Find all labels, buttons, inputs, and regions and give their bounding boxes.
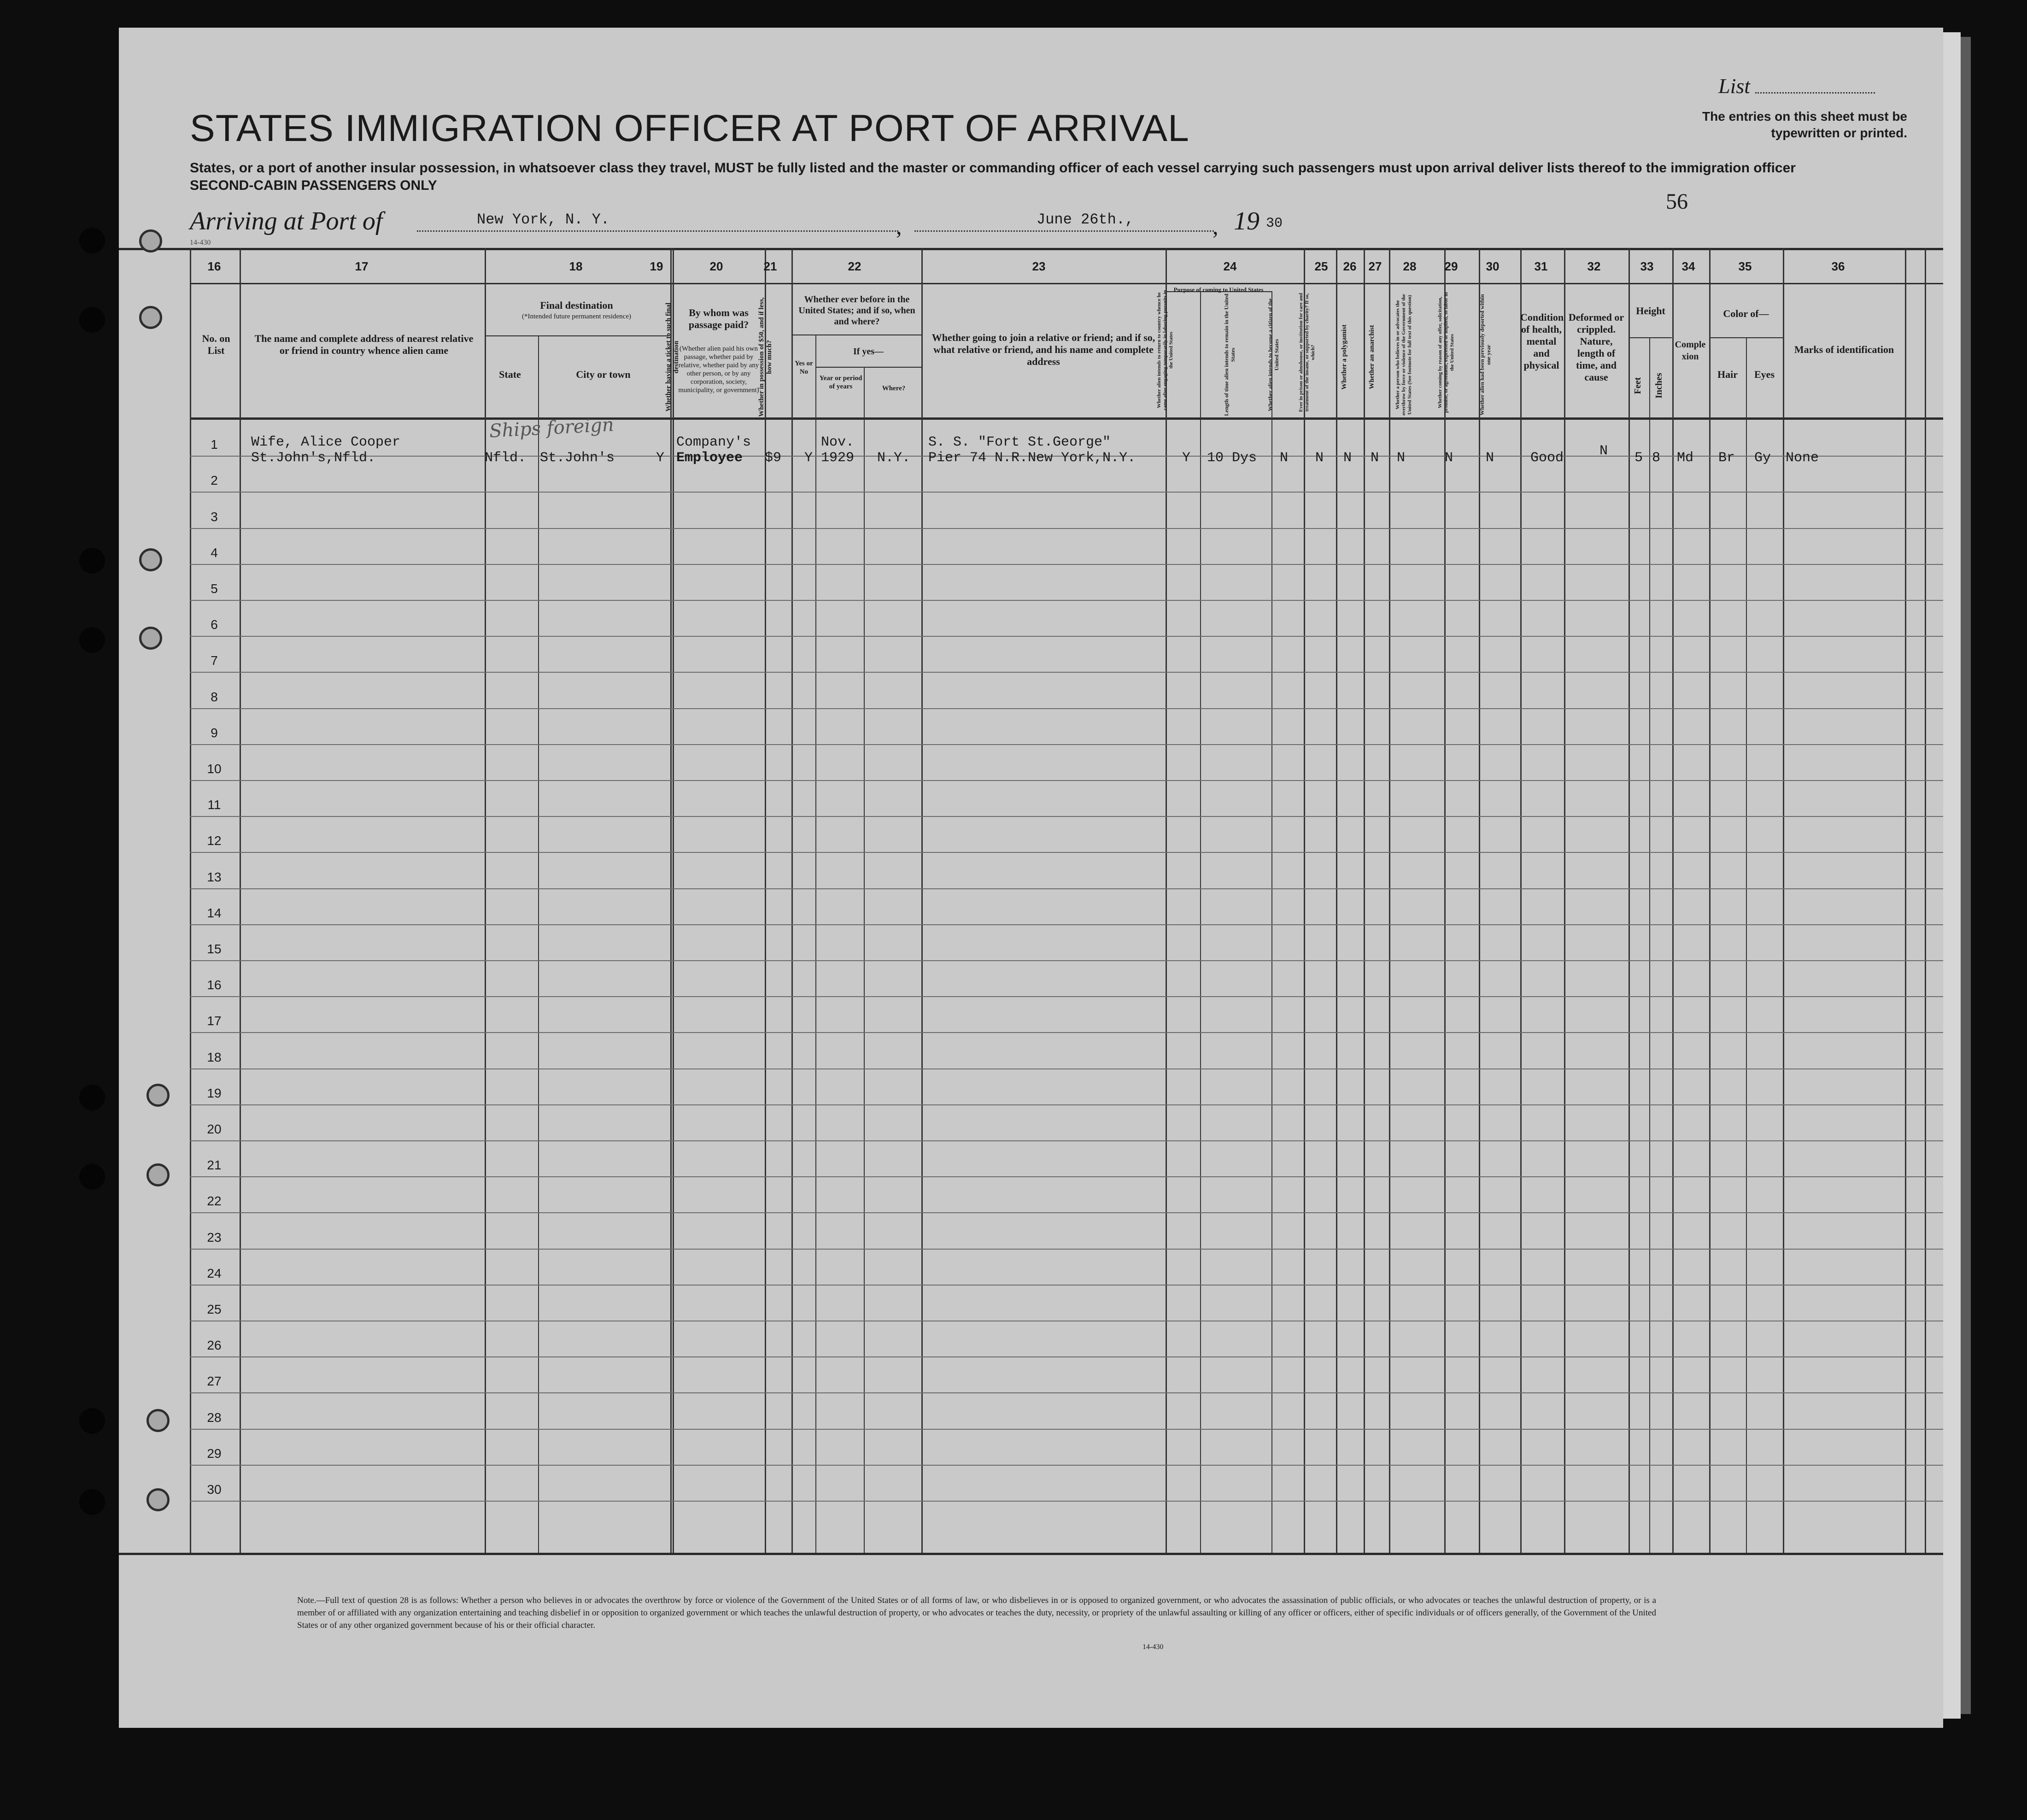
column-number-16: 16 bbox=[207, 259, 221, 273]
passage-paid-header: By whom was passage paid? bbox=[688, 307, 749, 330]
row-rule bbox=[190, 816, 1943, 817]
row-rule bbox=[190, 492, 1943, 493]
deported-header: Whether alien had been previously deported within one year bbox=[1479, 294, 1492, 416]
row-rule bbox=[190, 1501, 1943, 1502]
port-comma: , bbox=[896, 213, 902, 239]
typewritten-notice: The entries on this sheet must be typewritten or printed. bbox=[1702, 109, 1907, 140]
column-rule bbox=[1649, 337, 1650, 1553]
citizen-header: Whether alien intends to become a citizen of the United States bbox=[1267, 298, 1280, 411]
row-rule bbox=[190, 1356, 1943, 1357]
column-number-21: 21 bbox=[763, 259, 777, 273]
page-edge bbox=[1943, 32, 1961, 1719]
row-number: 13 bbox=[207, 870, 222, 884]
row-rule bbox=[190, 636, 1943, 637]
row-number: 2 bbox=[211, 473, 218, 487]
sheet-number: 56 bbox=[1666, 189, 1688, 214]
row-number: 11 bbox=[207, 798, 221, 812]
relative-line2: St.John's,Nfld. bbox=[251, 450, 376, 466]
row-rule bbox=[190, 1285, 1943, 1286]
row-rule bbox=[190, 1392, 1943, 1393]
footnote-form-code: 14-430 bbox=[1142, 1643, 1164, 1651]
row-number: 1 bbox=[211, 437, 218, 452]
port-line bbox=[417, 230, 898, 232]
row-rule bbox=[190, 888, 1943, 889]
row-number: 14 bbox=[207, 906, 222, 920]
row-rule bbox=[190, 744, 1943, 745]
year-prefix: 19 bbox=[1234, 207, 1260, 235]
anarchist-header: Whether an anarchist bbox=[1368, 325, 1376, 389]
feet-header: Feet bbox=[1633, 377, 1643, 394]
state-header: State bbox=[499, 369, 521, 380]
row-rule bbox=[190, 1249, 1943, 1250]
where-header: Where? bbox=[882, 385, 906, 392]
year-period-header: Year or period of years bbox=[819, 375, 862, 390]
column-number-32: 32 bbox=[1587, 259, 1601, 273]
column-number-18: 18 bbox=[569, 259, 583, 273]
row-rule bbox=[190, 708, 1943, 709]
state-value: Nfld. bbox=[485, 450, 527, 466]
relative-header: The name and complete address of nearest relative or friend in country whence alien came bbox=[254, 333, 474, 356]
row-rule bbox=[190, 1140, 1943, 1141]
row-number: 28 bbox=[207, 1410, 222, 1425]
purpose-header: Purpose of coming to United States bbox=[1173, 286, 1264, 293]
table-bottom-rule bbox=[119, 1553, 1943, 1555]
column-number-27: 27 bbox=[1368, 259, 1382, 273]
row-number: 20 bbox=[207, 1122, 222, 1136]
final-destination-subrule bbox=[485, 335, 668, 336]
row-number: 6 bbox=[211, 617, 218, 632]
row-rule bbox=[190, 600, 1943, 601]
length-header: Length of time alien intends to remain in the United States bbox=[1223, 294, 1236, 416]
binder-ring bbox=[139, 627, 162, 650]
row-rule bbox=[190, 960, 1943, 961]
binder-hole bbox=[79, 627, 105, 653]
year-suffix: 30 bbox=[1266, 216, 1283, 231]
column-number-33: 33 bbox=[1640, 259, 1654, 273]
arriving-label: Arriving at Port of bbox=[190, 207, 383, 235]
row-number: 17 bbox=[207, 1014, 222, 1028]
page-subtitle: States, or a port of another insular possession, in whatsoever class they travel, MUST be fully listed and the master or commanding officer of each vessel carrying such passengers must upon arrival deliver lists thereof to the immigration officer bbox=[190, 160, 1796, 176]
row-rule bbox=[190, 1176, 1943, 1177]
row-rule bbox=[190, 564, 1943, 565]
binder-hole bbox=[79, 548, 105, 574]
column-rule bbox=[1200, 291, 1201, 1553]
complexion-value: Md bbox=[1677, 450, 1694, 466]
binder-hole bbox=[79, 1085, 105, 1110]
city-value: St.John's bbox=[540, 450, 615, 466]
relative-line1: Wife, Alice Cooper bbox=[251, 434, 401, 450]
hair-value: Br bbox=[1718, 450, 1735, 466]
binder-ring bbox=[139, 548, 162, 571]
prison-header: Ever in prison or almshouse, or institution for care and treatment of the insane, or supported by charity? If so, which? bbox=[1298, 293, 1316, 412]
height-subrule bbox=[1629, 337, 1672, 338]
final-destination-header: Final destination bbox=[540, 299, 613, 311]
row-number: 30 bbox=[207, 1482, 222, 1497]
binder-ring bbox=[146, 1163, 170, 1186]
deported-value: N bbox=[1486, 450, 1494, 466]
column-number-26: 26 bbox=[1343, 259, 1357, 273]
row-rule bbox=[190, 528, 1943, 529]
feet-value: 5 bbox=[1634, 450, 1643, 466]
anarchist-value: N bbox=[1371, 450, 1379, 466]
overthrow-value: N bbox=[1397, 450, 1406, 466]
table-top-rule bbox=[119, 248, 1943, 250]
before-us-header: Whether ever before in the United States; and if so, when and where? bbox=[798, 294, 915, 327]
binder-ring bbox=[146, 1084, 170, 1107]
marks-header: Marks of identification bbox=[1794, 344, 1894, 355]
row-rule bbox=[190, 672, 1943, 673]
row-number: 22 bbox=[207, 1194, 222, 1208]
inches-value: 8 bbox=[1652, 450, 1661, 466]
row-rule bbox=[190, 1032, 1943, 1033]
complexion-header: Complexion bbox=[1675, 340, 1706, 362]
passenger-class-label: SECOND-CABIN PASSENGERS ONLY bbox=[190, 178, 437, 193]
row-number: 26 bbox=[207, 1338, 222, 1352]
before-value: Y bbox=[804, 450, 813, 466]
marks-value: None bbox=[1786, 450, 1819, 466]
handwritten-note: Ships foreign bbox=[488, 414, 615, 442]
row-number: 15 bbox=[207, 942, 222, 956]
binder-hole bbox=[79, 1408, 105, 1434]
row-number: 3 bbox=[211, 510, 218, 524]
row-number: 21 bbox=[207, 1158, 222, 1172]
offer-value: N bbox=[1445, 450, 1453, 466]
row-number: 7 bbox=[211, 653, 218, 668]
final-destination-note: (*Intended future permanent residence) bbox=[522, 313, 631, 320]
footnote: Note.—Full text of question 28 is as follows: Whether a person who believes in or advocates the overthrow by force or violence of the Government of the United States or of all forms of law, or who disbelieves in or is opposed to organized government, or who advocates the assassination of public officials, or who advocates or teaches the unlawful destruction of property, or is a member of or affiliated with any organization entertaining and teaching disbelief in or opposition to organized government or which teaches the unlawful destruction of property, or who advocates or teaches the duty, necessity, or propriety of the unlawful assaulting or killing of any officer or officers, either of specific individuals or of officers generally, of the Government of the United States or of any other organized government because of his or their official character. bbox=[297, 1596, 1656, 1630]
row-rule bbox=[190, 852, 1943, 853]
date-comma: , bbox=[1213, 213, 1219, 239]
row-number: 5 bbox=[211, 581, 218, 596]
column-number-rule bbox=[190, 283, 1943, 284]
money-value: $9 bbox=[765, 450, 782, 466]
length-value: 10 Dys bbox=[1207, 450, 1257, 466]
eyes-header: Eyes bbox=[1754, 369, 1775, 380]
city-header: City or town bbox=[576, 369, 631, 380]
page-title: STATES IMMIGRATION OFFICER AT PORT OF ARRIVAL bbox=[190, 107, 1189, 149]
labor-offer-header: Whether coming by reason of any offer, solicitation, promise, or agreement, expressed or implied, to labor in the United States bbox=[1437, 292, 1455, 413]
year-line2: 1929 bbox=[821, 450, 855, 466]
column-number-19: 19 bbox=[650, 259, 663, 273]
eyes-value: Gy bbox=[1754, 450, 1771, 466]
passage-paid-note: (Whether alien paid his own passage, whether paid by relative, whether paid by any other person, or by any corporation, society, municipality, or government) bbox=[678, 345, 759, 394]
binder-hole bbox=[79, 1489, 105, 1515]
column-number-17: 17 bbox=[355, 259, 369, 273]
column-number-35: 35 bbox=[1738, 259, 1752, 273]
overthrow-header: Whether a person who believes in or advocates the overthrow by force or violence of the Government of the United States (See footnote for full text of this question) bbox=[1395, 294, 1412, 416]
row-number: 19 bbox=[207, 1086, 222, 1100]
row-rule bbox=[190, 1429, 1943, 1430]
column-number-29: 29 bbox=[1444, 259, 1458, 273]
binder-hole bbox=[79, 307, 105, 333]
row-rule bbox=[190, 1104, 1943, 1105]
row-number: 23 bbox=[207, 1230, 222, 1245]
row-rule bbox=[190, 924, 1943, 925]
hair-header: Hair bbox=[1717, 369, 1738, 380]
column-number-36: 36 bbox=[1831, 259, 1845, 273]
return-value: Y bbox=[1182, 450, 1191, 466]
where-value: N.Y. bbox=[877, 450, 911, 466]
row-number: 25 bbox=[207, 1302, 222, 1316]
year-line1: Nov. bbox=[821, 434, 855, 450]
row-number: 18 bbox=[207, 1050, 222, 1064]
prison-value: N bbox=[1315, 450, 1324, 466]
column-number-22: 22 bbox=[848, 259, 861, 273]
row-number: 16 bbox=[207, 978, 222, 992]
row-number: 4 bbox=[211, 546, 218, 560]
join-relative-header: Whether going to join a relative or friend; and if so, what relative or friend, and his name and complete address bbox=[931, 332, 1155, 367]
row-rule bbox=[190, 1465, 1943, 1466]
header-bottom-rule bbox=[190, 417, 1943, 420]
citizen-value: N bbox=[1280, 450, 1289, 466]
polygamist-header: Whether a polygamist bbox=[1341, 324, 1348, 390]
row-number: 8 bbox=[211, 690, 218, 704]
page-edge-shadow bbox=[1961, 37, 1971, 1714]
no-on-list-header: No. on List bbox=[202, 333, 230, 356]
column-number-28: 28 bbox=[1403, 259, 1417, 273]
if-yes-header: If yes— bbox=[853, 346, 884, 357]
row-number: 9 bbox=[211, 726, 218, 740]
join-line2: Pier 74 N.R.New York,N.Y. bbox=[928, 450, 1136, 466]
row-rule bbox=[190, 1212, 1943, 1213]
column-rule bbox=[538, 335, 539, 1553]
money-header: Whether in possession of $50, and if less, how much? bbox=[758, 297, 773, 417]
row-number: 29 bbox=[207, 1446, 222, 1461]
binder-ring bbox=[146, 1488, 170, 1511]
list-number-line bbox=[1755, 92, 1875, 94]
row-number: 27 bbox=[207, 1374, 222, 1388]
yes-no-header: Yes or No bbox=[795, 360, 813, 376]
date-value: June 26th., bbox=[1037, 211, 1134, 228]
binder-ring bbox=[139, 306, 162, 329]
deformed-value: N bbox=[1599, 443, 1608, 459]
join-line1: S. S. "Fort St.George" bbox=[928, 434, 1111, 450]
paid-line2: Employee bbox=[676, 450, 743, 466]
port-value: New York, N. Y. bbox=[477, 211, 610, 228]
column-rule bbox=[864, 367, 865, 1553]
health-header: Condition of health, mental and physical bbox=[1520, 311, 1564, 371]
ticket-value: Y bbox=[656, 450, 665, 466]
deformed-header: Deformed or crippled. Nature, length of time, and cause bbox=[1568, 311, 1624, 383]
column-rule bbox=[1271, 291, 1272, 1553]
row-rule bbox=[190, 780, 1943, 781]
row-number: 12 bbox=[207, 834, 222, 848]
binder-hole bbox=[79, 228, 105, 253]
row-number: 24 bbox=[207, 1266, 222, 1280]
column-number-30: 30 bbox=[1486, 259, 1500, 273]
date-line bbox=[914, 230, 1214, 232]
column-number-34: 34 bbox=[1681, 259, 1695, 273]
column-rule bbox=[815, 335, 816, 1553]
color-of-header: Color of— bbox=[1723, 308, 1769, 319]
polygamist-value: N bbox=[1343, 450, 1352, 466]
health-value: Good bbox=[1530, 450, 1564, 466]
column-number-20: 20 bbox=[709, 259, 723, 273]
binder-ring bbox=[139, 229, 162, 252]
column-number-25: 25 bbox=[1314, 259, 1328, 273]
inches-header: Inches bbox=[1654, 373, 1664, 399]
ticket-header: Whether having a ticket to such final destination bbox=[665, 302, 680, 412]
paid-line1: Company's bbox=[676, 434, 751, 450]
column-number-31: 31 bbox=[1534, 259, 1548, 273]
form-code-top: 14-430 bbox=[190, 239, 211, 247]
height-header: Height bbox=[1636, 305, 1665, 317]
row-rule bbox=[190, 996, 1943, 997]
column-number-24: 24 bbox=[1223, 259, 1237, 273]
binder-hole bbox=[79, 1164, 105, 1190]
list-label: List bbox=[1718, 74, 1751, 98]
return-header: Whether alien intends to return to country whence he came after engaging temporarily in laboring pursuits in the United States bbox=[1156, 290, 1174, 411]
column-number-23: 23 bbox=[1032, 259, 1046, 273]
row-number: 10 bbox=[207, 762, 222, 776]
binder-ring bbox=[146, 1409, 170, 1432]
if-yes-subrule bbox=[815, 367, 921, 368]
column-rule bbox=[1746, 337, 1747, 1553]
